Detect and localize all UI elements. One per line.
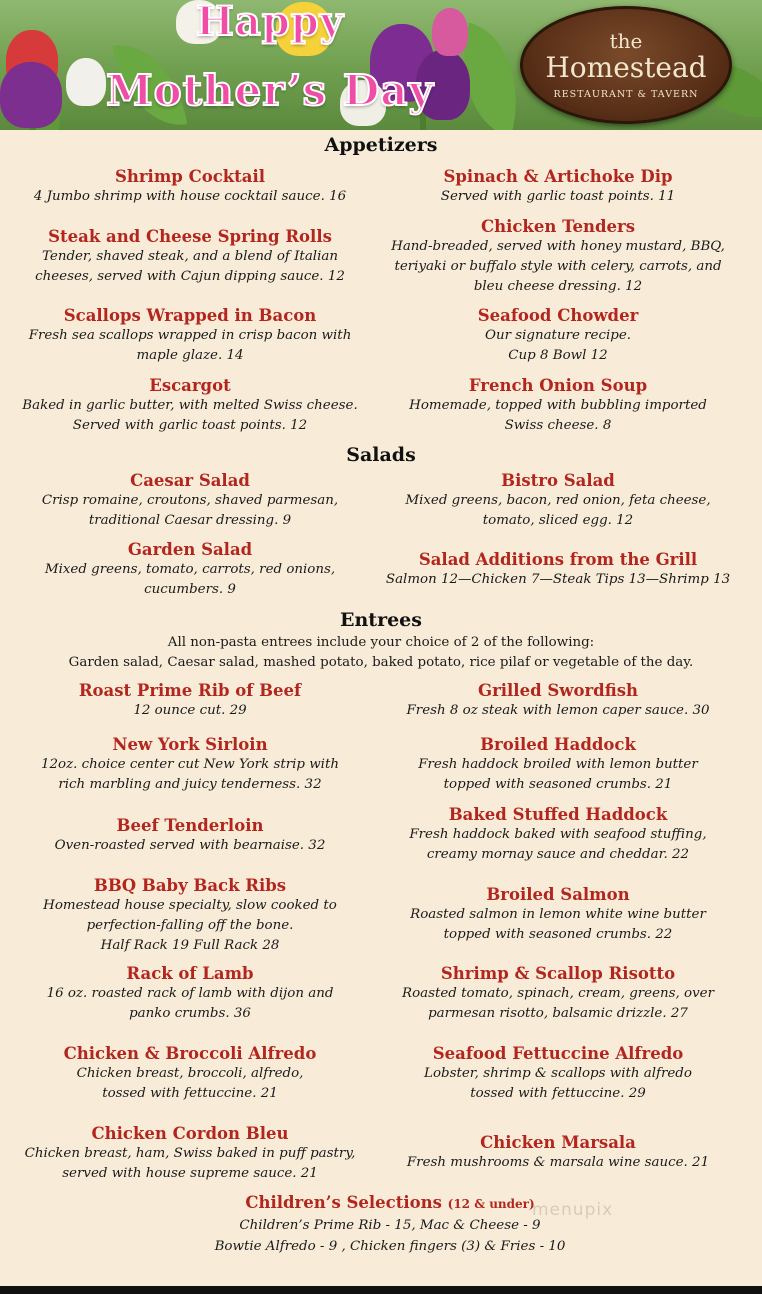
item-desc: Fresh haddock broiled with lemon butter (418, 757, 698, 772)
item-desc: perfection-falling off the bone. (86, 918, 294, 933)
banner-title-line2: Mother’s Day (106, 66, 434, 115)
logo-subtitle: RESTAURANT & TAVERN (553, 89, 699, 100)
menu-item (0, 963, 380, 1024)
item-desc: Oven-roasted served with bearnaise. 32 (54, 838, 326, 853)
item-desc: Salmon 12—Chicken 7—Steak Tips 13—Shrimp 13 (385, 572, 731, 587)
item-title: Caesar Salad (130, 471, 250, 490)
item-desc: Roasted tomato, spinach, cream, greens, over (402, 986, 714, 1001)
section-heading-appetizers: Appetizers (324, 134, 438, 156)
item-title: French Onion Soup (468, 376, 648, 395)
item-desc: tossed with fettuccine. 21 (102, 1086, 278, 1101)
item-desc: Homestead house specialty, slow cooked to (43, 898, 337, 913)
menu-item (0, 1123, 380, 1184)
item-title: Escargot (149, 376, 231, 395)
item-desc: Fresh sea scallops wrapped in crisp bacon with (28, 328, 352, 343)
menu-item (0, 875, 380, 956)
item-desc: Fresh 8 oz steak with lemon caper sauce. 30 (406, 703, 710, 718)
item-desc: Chicken breast, ham, Swiss baked in puff pastry, (24, 1146, 356, 1161)
menu-item (368, 963, 748, 1024)
menu-item (368, 216, 748, 297)
menu-item (0, 734, 380, 795)
item-desc: Roasted salmon in lemon white wine butter (410, 907, 706, 922)
item-title: Seafood Fettuccine Alfredo (432, 1044, 684, 1063)
item-desc: panko crumbs. 36 (129, 1006, 251, 1021)
menu-item (368, 1043, 748, 1104)
item-title: Rack of Lamb (126, 964, 254, 983)
item-title: Bistro Salad (501, 471, 615, 490)
item-title: Chicken Cordon Bleu (91, 1124, 289, 1143)
children-line: Children’s Prime Rib - 15, Mac & Cheese - 9 (239, 1218, 541, 1233)
menu-item (368, 305, 748, 366)
item-desc: Swiss cheese. 8 (504, 418, 612, 433)
item-title: Beef Tenderloin (116, 816, 264, 835)
item-desc: Tender, shaved steak, and a blend of Italian (42, 249, 338, 264)
menu-item (368, 1132, 748, 1173)
item-desc: Lobster, shrimp & scallops with alfredo (424, 1066, 692, 1081)
item-desc: Fresh mushrooms & marsala wine sauce. 21 (406, 1155, 710, 1170)
item-desc: Served with garlic toast points. 11 (440, 189, 676, 204)
menu-item (368, 166, 748, 207)
item-desc: Hand-breaded, served with honey mustard, BBQ, (391, 239, 725, 254)
item-desc: Crisp romaine, croutons, shaved parmesan, (41, 493, 339, 508)
item-desc: rich marbling and juicy tenderness. 32 (58, 777, 322, 792)
menu-item (0, 815, 380, 856)
menu-item (0, 226, 380, 287)
item-title: Salad Additions from the Grill (418, 550, 698, 569)
children-line: Bowtie Alfredo - 9 , Chicken fingers (3) & Fries - 10 (214, 1239, 566, 1254)
item-desc: Chicken breast, broccoli, alfredo, (76, 1066, 304, 1081)
item-desc: cheeses, served with Cajun dipping sauce. 12 (35, 269, 345, 284)
children-age-note: (12 & under) (447, 1197, 535, 1211)
menu-item (0, 470, 380, 531)
entrees-note (0, 633, 762, 673)
item-desc: traditional Caesar dressing. 9 (88, 513, 292, 528)
item-desc: tossed with fettuccine. 29 (470, 1086, 646, 1101)
item-title: Broiled Salmon (486, 885, 630, 904)
menu-item (0, 305, 380, 366)
item-desc: cucumbers. 9 (144, 582, 236, 597)
item-desc: 4 Jumbo shrimp with house cocktail sauce. 16 (33, 189, 347, 204)
item-title: Scallops Wrapped in Bacon (63, 306, 317, 325)
menu-item (0, 539, 380, 600)
menu-item (0, 166, 380, 207)
item-title: Chicken Tenders (480, 217, 635, 236)
section-heading-entrees: Entrees (340, 609, 422, 631)
item-desc: maple glaze. 14 (136, 348, 244, 363)
menu-item (368, 804, 748, 865)
item-desc: tomato, sliced egg. 12 (482, 513, 634, 528)
item-desc: Fresh haddock baked with seafood stuffing, (409, 827, 707, 842)
item-title: Spinach & Artichoke Dip (443, 167, 673, 186)
menu-item (368, 734, 748, 795)
item-desc: served with house supreme sauce. 21 (62, 1166, 318, 1181)
watermark: menupix (532, 1200, 614, 1220)
menu-item (368, 375, 748, 436)
logo-name: Homestead (545, 51, 707, 84)
item-title: Seafood Chowder (477, 306, 639, 325)
item-desc: 12 ounce cut. 29 (133, 703, 247, 718)
item-title: Steak and Cheese Spring Rolls (48, 227, 332, 246)
item-desc: Mixed greens, bacon, red onion, feta cheese, (405, 493, 711, 508)
item-desc: parmesan risotto, balsamic drizzle. 27 (428, 1006, 688, 1021)
item-desc: topped with seasoned crumbs. 21 (443, 777, 673, 792)
item-desc: 16 oz. roasted rack of lamb with dijon and (46, 986, 334, 1001)
item-desc: topped with seasoned crumbs. 22 (443, 927, 673, 942)
entrees-note-line: All non-pasta entrees include your choice of 2 of the following: (167, 635, 595, 650)
restaurant-logo (520, 6, 732, 124)
item-desc: Served with garlic toast points. 12 (72, 418, 308, 433)
item-desc: Baked in garlic butter, with melted Swiss cheese. (22, 398, 358, 413)
item-desc: Homemade, topped with bubbling imported (409, 398, 707, 413)
item-desc: Our signature recipe. (484, 328, 632, 343)
item-title: Roast Prime Rib of Beef (78, 681, 302, 700)
menu-item (368, 549, 748, 590)
item-title: Grilled Swordfish (477, 681, 638, 700)
menu-item (0, 1043, 380, 1104)
menu-item (0, 680, 380, 721)
menu-item (368, 884, 748, 945)
item-desc: bleu cheese dressing. 12 (473, 279, 643, 294)
entrees-note-line: Garden salad, Caesar salad, mashed potato, baked potato, rice pilaf or vegetable of the day. (68, 655, 694, 670)
menu-item (0, 375, 380, 436)
item-title: BBQ Baby Back Ribs (93, 876, 287, 895)
banner-title-line1: Happy (196, 0, 344, 45)
item-title: New York Sirloin (112, 735, 268, 754)
bottom-bar (0, 1286, 762, 1294)
item-title: Chicken & Broccoli Alfredo (63, 1044, 317, 1063)
item-desc: Cup 8 Bowl 12 (508, 348, 608, 363)
section-heading-salads: Salads (346, 444, 416, 466)
item-title: Shrimp & Scallop Risotto (440, 964, 676, 983)
item-title: Broiled Haddock (480, 735, 636, 754)
item-desc: teriyaki or buffalo style with celery, carrots, and (394, 259, 722, 274)
item-title: Garden Salad (127, 540, 253, 559)
item-desc: creamy mornay sauce and cheddar. 22 (426, 847, 690, 862)
item-desc: Half Rack 19 Full Rack 28 (100, 938, 280, 953)
item-desc: Mixed greens, tomato, carrots, red onions, (44, 562, 336, 577)
header-banner (0, 0, 762, 130)
item-title: Chicken Marsala (480, 1133, 636, 1152)
item-title: Shrimp Cocktail (114, 167, 266, 186)
menu-item (368, 680, 748, 721)
children-title-text: Children’s Selections (245, 1193, 442, 1212)
menu-item (368, 470, 748, 531)
item-title: Baked Stuffed Haddock (448, 805, 668, 824)
item-desc: 12oz. choice center cut New York strip with (41, 757, 339, 772)
logo-the: the (609, 29, 643, 53)
